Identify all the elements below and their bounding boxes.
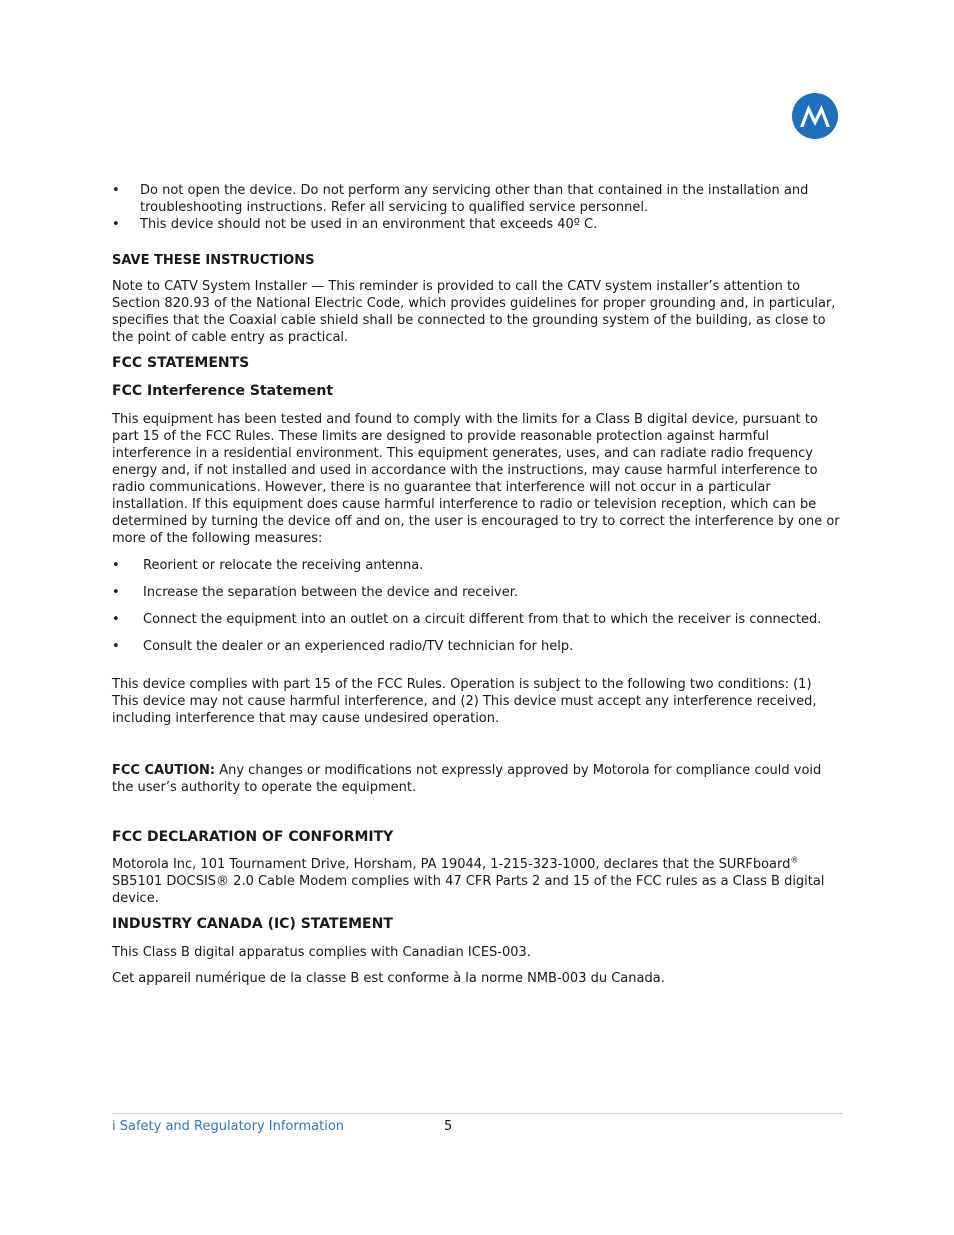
save-instructions-heading: SAVE THESE INSTRUCTIONS <box>112 253 315 268</box>
footer-section-title: i Safety and Regulatory Information <box>112 1119 345 1134</box>
conformity-heading: FCC DECLARATION OF CONFORMITY <box>112 829 394 845</box>
interference-measures-list <box>112 557 840 655</box>
ic-statement-french: Cet appareil numérique de la classe B est conforme à la norme NMB-003 du Canada. <box>112 971 665 986</box>
fcc-caution-paragraph <box>112 762 840 796</box>
list-item: • Increase the separation between the device and receiver. <box>112 584 840 601</box>
fcc-interference-text: This equipment has been tested and found to comply with the limits for a Class B digital device, pursuant to part 15 of the FCC Rules. These limits are designed to provide reasonable protection against harmful interference in a residential environment. This equipment generates, uses, and can radiate radio frequency energy and, if not installed and used in accordance with the instructions, may cause harmful interference to radio communications. However, there is no guarantee that interference will not occur in a particular installation. If this equipment does cause harmful interference to radio or television reception, which can be determined by turning the device off and on, the user is encouraged to try to correct the interference by one or more of the following measures: <box>112 412 840 546</box>
conformity-text <box>112 856 840 907</box>
ic-statement-english: This Class B digital apparatus complies with Canadian ICES-003. <box>112 945 531 960</box>
part15-compliance-text: This device complies with part 15 of the FCC Rules. Operation is subject to the following two conditions: (1) This device may not cause harmful interference, and (2) This device must accept any interference received, including interference that may cause undesired operation. <box>112 677 817 726</box>
conformity-text-part: SB5101 DOCSIS® 2.0 Cable Modem complies with 47 CFR Parts 2 and 15 of the FCC rules as a Class B digital device. <box>112 874 825 906</box>
list-item: • Consult the dealer or an experienced radio/TV technician for help. <box>112 638 840 655</box>
list-item: • This device should not be used in an environment that exceeds 40º C. <box>112 216 840 233</box>
footer-divider <box>112 1113 843 1114</box>
fcc-statements-heading: FCC STATEMENTS <box>112 355 250 371</box>
motorola-logo-icon <box>792 93 838 139</box>
conformity-text-part: Motorola Inc, 101 Tournament Drive, Horsham, PA 19044, 1-215-323-1000, declares that the SURFboard <box>112 857 791 872</box>
registered-mark: ® <box>790 855 799 865</box>
fcc-caution-label: FCC CAUTION: <box>112 763 216 778</box>
list-item: • Connect the equipment into an outlet on a circuit different from that to which the receiver is connected. <box>112 611 840 628</box>
document-body <box>112 182 840 987</box>
fcc-caution-text: Any changes or modifications not expressly approved by Motorola for compliance could void the user’s authority to operate the equipment. <box>112 763 822 795</box>
list-item: • Do not open the device. Do not perform any servicing other than that contained in the installation and troubleshooting instructions. Refer all servicing to qualified service personnel. <box>112 182 840 216</box>
industry-canada-heading: INDUSTRY CANADA (IC) STATEMENT <box>112 916 393 932</box>
list-item: • Reorient or relocate the receiving antenna. <box>112 557 840 574</box>
page-number: 5 <box>444 1119 453 1134</box>
fcc-interference-heading: FCC Interference Statement <box>112 383 334 399</box>
catv-installer-note: Note to CATV System Installer — This reminder is provided to call the CATV system installer’s attention to Section 820.93 of the National Electric Code, which provides guidelines for proper grounding and, in particular, specifies that the Coaxial cable shield shall be connected to the grounding system of the building, as close to the point of cable entry as practical. <box>112 279 836 345</box>
safety-bullet-list <box>112 182 840 233</box>
